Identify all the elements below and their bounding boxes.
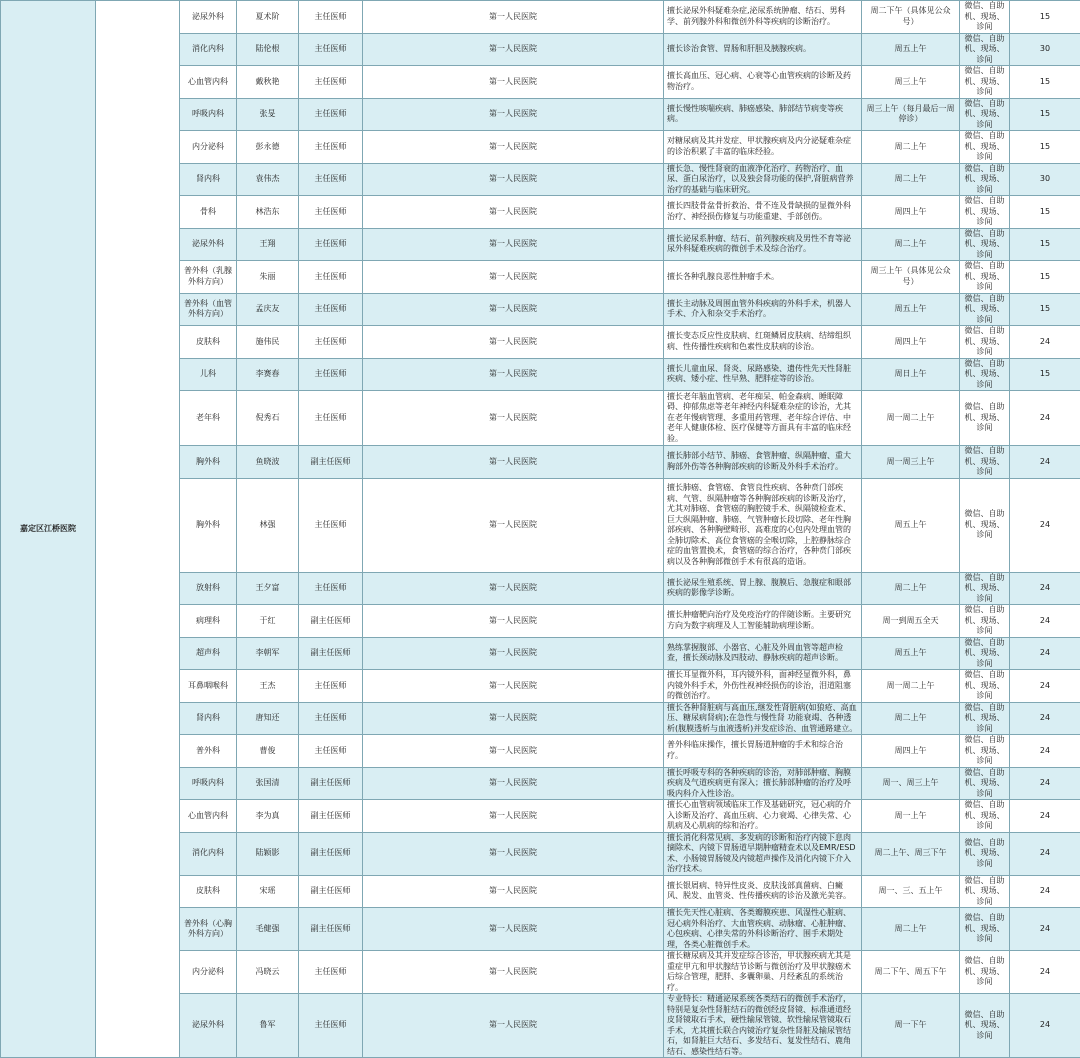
- department-cell: 肾内科: [180, 163, 237, 196]
- department-cell: 胸外科: [180, 478, 237, 572]
- booking-channels: 微信、自助机、现场、诊间: [960, 293, 1010, 326]
- specialty-description: 擅长泌尿系肿瘤、结石、前列腺疾病及男性不育等泌尿外科疑难疾病的微创手术及综合治疗。: [664, 228, 862, 261]
- booking-channels: 微信、自助机、现场、诊间: [960, 98, 1010, 131]
- source-hospital: 第一人民医院: [363, 994, 664, 1058]
- doctor-name: 李朝军: [237, 637, 299, 670]
- appointment-quota: 24: [1010, 572, 1080, 605]
- specialty-description: 擅长泌尿生殖系统、胃上腺、腹膜后、急腹症和眼部疾病的影像学诊断。: [664, 572, 862, 605]
- department-cell: 呼吸内科: [180, 767, 237, 800]
- doctor-name: 彭永德: [237, 131, 299, 164]
- doctor-title: 副主任医师: [299, 875, 363, 908]
- specialty-description: 擅长呼吸专科的各种疾病的诊治，对肺部肿瘤、胸膜疾病及气道疾病更有深入；擅长肺部肿瘤的治疗及呼吸内科介入性诊治。: [664, 767, 862, 800]
- doctor-title: 副主任医师: [299, 446, 363, 479]
- appointment-quota: 24: [1010, 951, 1080, 994]
- doctor-title: 副主任医师: [299, 637, 363, 670]
- doctor-title: 主任医师: [299, 994, 363, 1058]
- booking-channels: 微信、自助机、现场、诊间: [960, 358, 1010, 391]
- department-cell: 胸外科: [180, 446, 237, 479]
- department-cell: 心血管内科: [180, 66, 237, 99]
- clinic-time: 周二下午（具体见公众号）: [862, 1, 960, 34]
- clinic-time: 周五上午: [862, 637, 960, 670]
- specialty-description: 擅长变态反应性皮肤病、红斑鳞屑皮肤病、结缔组织病、性传播性疾病和色素性皮肤病的诊治。: [664, 326, 862, 359]
- doctor-name: 冯晓云: [237, 951, 299, 994]
- doctor-title: 主任医师: [299, 1, 363, 34]
- doctor-title: 副主任医师: [299, 800, 363, 833]
- source-hospital: 第一人民医院: [363, 670, 664, 703]
- department-cell: 泌尿外科: [180, 1, 237, 34]
- clinic-time: 周一、周三上午: [862, 767, 960, 800]
- specialty-description: 擅长消化科常见病、多发病的诊断和治疗内镜下息肉摘除术、内镜下胃肠道早期肿瘤精查术以及EMR/ESD术、小肠镜胃肠镜及内镜超声操作及消化内镜下介入治疗技术。: [664, 832, 862, 875]
- specialty-description: 擅长肿瘤靶向治疗及免疫治疗的伴随诊断。主要研究方向为数字病理及人工智能辅助病理诊断。: [664, 605, 862, 638]
- department-cell: 病理科: [180, 605, 237, 638]
- doctor-title: 主任医师: [299, 326, 363, 359]
- doctor-name: 李赛春: [237, 358, 299, 391]
- department-cell: 普外科（心胸外科方向）: [180, 908, 237, 951]
- specialty-description: 擅长耳显微外科，耳内镜外科，面神经显微外科，鼻内镜外科手术，外伤性视神经损伤的诊治，泪道阻塞的微创治疗。: [664, 670, 862, 703]
- doctor-name: 孟庆友: [237, 293, 299, 326]
- appointment-quota: 24: [1010, 832, 1080, 875]
- doctor-name: 王夕富: [237, 572, 299, 605]
- booking-channels: 微信、自助机、现场、诊间: [960, 1, 1010, 34]
- doctor-name: 朱丽: [237, 261, 299, 294]
- booking-channels: 微信、自助机、现场、诊间: [960, 875, 1010, 908]
- appointment-quota: 24: [1010, 908, 1080, 951]
- source-hospital: 第一人民医院: [363, 293, 664, 326]
- doctor-name: 林浩东: [237, 196, 299, 229]
- source-hospital: 第一人民医院: [363, 98, 664, 131]
- clinic-time: 周二上午: [862, 228, 960, 261]
- doctor-name: 戴秋艳: [237, 66, 299, 99]
- specialty-description: 擅长慢性咳喘疾病、肺癌感染、肺部结节病变等疾病。: [664, 98, 862, 131]
- appointment-quota: 24: [1010, 702, 1080, 735]
- clinic-time: 周五上午: [862, 293, 960, 326]
- doctor-title: 主任医师: [299, 951, 363, 994]
- clinic-time: 周五上午: [862, 33, 960, 66]
- appointment-quota: 24: [1010, 670, 1080, 703]
- appointment-quota: 15: [1010, 228, 1080, 261]
- booking-channels: 微信、自助机、现场、诊间: [960, 572, 1010, 605]
- clinic-time: 周一到周五全天: [862, 605, 960, 638]
- department-cell: 消化内科: [180, 832, 237, 875]
- doctor-title: 主任医师: [299, 33, 363, 66]
- department-cell: 骨科: [180, 196, 237, 229]
- appointment-quota: 15: [1010, 66, 1080, 99]
- appointment-quota: 24: [1010, 478, 1080, 572]
- source-hospital: 第一人民医院: [363, 702, 664, 735]
- specialty-description: 擅长各种肾脏病与高血压,继发性肾脏病(如狼疮、高血压、糖尿病肾病);在急性与慢性肾 功能衰竭、各种透析(腹膜透析与血液透析)并发症诊治、血管通路建立。: [664, 702, 862, 735]
- specialty-description: 擅长诊治食管、胃肠和肝胆及胰腺疾病。: [664, 33, 862, 66]
- appointment-quota: 15: [1010, 358, 1080, 391]
- doctor-title: 主任医师: [299, 98, 363, 131]
- source-hospital: 第一人民医院: [363, 800, 664, 833]
- appointment-quota: 30: [1010, 163, 1080, 196]
- department-cell: 呼吸内科: [180, 98, 237, 131]
- booking-channels: 微信、自助机、现场、诊间: [960, 605, 1010, 638]
- doctor-name: 林强: [237, 478, 299, 572]
- doctor-title: 主任医师: [299, 66, 363, 99]
- booking-channels: 微信、自助机、现场、诊间: [960, 163, 1010, 196]
- source-hospital: 第一人民医院: [363, 767, 664, 800]
- booking-channels: 微信、自助机、现场、诊间: [960, 637, 1010, 670]
- source-hospital: 第一人民医院: [363, 131, 664, 164]
- appointment-quota: 15: [1010, 293, 1080, 326]
- department-cell: 皮肤科: [180, 326, 237, 359]
- doctor-name: 唐知还: [237, 702, 299, 735]
- doctor-name: 王翔: [237, 228, 299, 261]
- doctor-title: 副主任医师: [299, 908, 363, 951]
- specialty-description: 擅长银屑病、特异性皮炎、皮肤浅部真菌病、白癜风、脱发、血管炎、性传播疾病的诊治及激光美容。: [664, 875, 862, 908]
- department-cell: 耳鼻咽喉科: [180, 670, 237, 703]
- source-hospital: 第一人民医院: [363, 358, 664, 391]
- clinic-time: 周二下午、周五下午: [862, 951, 960, 994]
- booking-channels: 微信、自助机、现场、诊间: [960, 261, 1010, 294]
- doctor-name: 施伟民: [237, 326, 299, 359]
- specialty-description: 擅长高血压、冠心病、心衰等心血管疾病的诊断及药物治疗。: [664, 66, 862, 99]
- booking-channels: 微信、自助机、现场、诊间: [960, 228, 1010, 261]
- appointment-quota: 24: [1010, 994, 1080, 1058]
- clinic-time: 周二上午: [862, 572, 960, 605]
- booking-channels: 微信、自助机、现场、诊间: [960, 33, 1010, 66]
- specialty-description: 擅长各种乳腺良恶性肿瘤手术。: [664, 261, 862, 294]
- clinic-time: 周三上午（具体见公众号）: [862, 261, 960, 294]
- clinic-time: 周四上午: [862, 326, 960, 359]
- department-cell: 普外科: [180, 735, 237, 768]
- source-hospital: 第一人民医院: [363, 832, 664, 875]
- clinic-time: 周四上午: [862, 196, 960, 229]
- clinic-time: 周二上午: [862, 702, 960, 735]
- booking-channels: 微信、自助机、现场、诊间: [960, 702, 1010, 735]
- booking-channels: 微信、自助机、现场、诊间: [960, 326, 1010, 359]
- doctor-title: 主任医师: [299, 293, 363, 326]
- doctor-title: 主任医师: [299, 196, 363, 229]
- appointment-quota: 24: [1010, 637, 1080, 670]
- source-hospital: 第一人民医院: [363, 326, 664, 359]
- doctor-name: 倪秀石: [237, 391, 299, 446]
- doctor-name: 于红: [237, 605, 299, 638]
- specialty-description: 擅长急、慢性肾衰的血液净化治疗、药物治疗、血尿、蛋白尿治疗，以及独会肾功能的保护,肾脏病营养治疗的基础与临床研究。: [664, 163, 862, 196]
- source-hospital: 第一人民医院: [363, 391, 664, 446]
- doctor-name: 袁伟杰: [237, 163, 299, 196]
- appointment-quota: 15: [1010, 131, 1080, 164]
- booking-channels: 微信、自助机、现场、诊间: [960, 908, 1010, 951]
- department-cell: 消化内科: [180, 33, 237, 66]
- source-hospital: 第一人民医院: [363, 572, 664, 605]
- clinic-time: 周二上午: [862, 163, 960, 196]
- appointment-quota: 24: [1010, 326, 1080, 359]
- department-cell: 普外科（乳腺外科方向）: [180, 261, 237, 294]
- specialty-description: 普外科临床操作，擅长胃肠道肿瘤的手术和综合治疗。: [664, 735, 862, 768]
- booking-channels: 微信、自助机、现场、诊间: [960, 446, 1010, 479]
- doctor-name: 毛健强: [237, 908, 299, 951]
- source-hospital: 第一人民医院: [363, 637, 664, 670]
- clinic-time: 周四上午: [862, 735, 960, 768]
- clinic-time: 周二上午: [862, 908, 960, 951]
- booking-channels: 微信、自助机、现场、诊间: [960, 66, 1010, 99]
- doctor-title: 副主任医师: [299, 832, 363, 875]
- booking-channels: 微信、自助机、现场、诊间: [960, 767, 1010, 800]
- doctor-name: 夏术阶: [237, 1, 299, 34]
- specialty-description: 擅长老年脑血管病、老年痴呆、帕金森病、睡眠障碍、抑郁焦虑等老年神经内科疑难杂症的诊治，尤其在老年慢病管理、多重用药管理、老年综合评估、中老年人健康体检、医疗保健等方面具有丰富的临床经验。: [664, 391, 862, 446]
- department-cell: 普外科（血管外科方向）: [180, 293, 237, 326]
- clinic-time: 周一周二上午: [862, 391, 960, 446]
- doctor-title: 主任医师: [299, 131, 363, 164]
- clinic-time: 周一周三上午: [862, 446, 960, 479]
- doctor-title: 主任医师: [299, 572, 363, 605]
- doctor-title: 主任医师: [299, 391, 363, 446]
- blank-column: [96, 1, 180, 1058]
- doctor-name: 陆伦根: [237, 33, 299, 66]
- specialty-description: 擅长心血管病领域临床工作及基础研究，冠心病的介入诊断及治疗、高血压病、心力衰竭、心律失常、心肌病及心肌病的综和治疗。: [664, 800, 862, 833]
- clinic-time: 周二上午、周三下午: [862, 832, 960, 875]
- department-cell: 内分泌科: [180, 951, 237, 994]
- source-hospital: 第一人民医院: [363, 908, 664, 951]
- specialty-description: 擅长儿童血尿、肾炎、尿路感染、遗传性先天性肾脏疾病、矮小症、性早熟、肥胖症等的诊治。: [664, 358, 862, 391]
- appointment-quota: 24: [1010, 735, 1080, 768]
- doctor-name: 曹俊: [237, 735, 299, 768]
- table-row: [1, 1, 1080, 34]
- doctor-name: 张国清: [237, 767, 299, 800]
- booking-channels: 微信、自助机、现场、诊间: [960, 994, 1010, 1058]
- doctor-name: 张旻: [237, 98, 299, 131]
- booking-channels: 微信、自助机、现场、诊间: [960, 800, 1010, 833]
- clinic-time: 周三上午: [862, 66, 960, 99]
- appointment-quota: 24: [1010, 391, 1080, 446]
- clinic-time: 周一、三、五上午: [862, 875, 960, 908]
- doctor-title: 主任医师: [299, 702, 363, 735]
- appointment-quota: 24: [1010, 446, 1080, 479]
- department-cell: 儿科: [180, 358, 237, 391]
- booking-channels: 微信、自助机、现场、诊间: [960, 196, 1010, 229]
- source-hospital: 第一人民医院: [363, 196, 664, 229]
- source-hospital: 第一人民医院: [363, 951, 664, 994]
- appointment-quota: 15: [1010, 261, 1080, 294]
- appointment-quota: 15: [1010, 1, 1080, 34]
- doctor-title: 主任医师: [299, 735, 363, 768]
- doctor-title: 主任医师: [299, 358, 363, 391]
- department-cell: 皮肤科: [180, 875, 237, 908]
- department-cell: 放射科: [180, 572, 237, 605]
- source-hospital: 第一人民医院: [363, 261, 664, 294]
- booking-channels: 微信、自助机、现场、诊间: [960, 670, 1010, 703]
- source-hospital: 第一人民医院: [363, 605, 664, 638]
- appointment-quota: 24: [1010, 875, 1080, 908]
- booking-channels: 微信、自助机、现场、诊间: [960, 391, 1010, 446]
- doctor-title: 主任医师: [299, 478, 363, 572]
- specialty-description: 擅长四肢骨盆骨折救治、骨不连及骨缺损的显微外科治疗、神经损伤修复与功能重建、手部创伤。: [664, 196, 862, 229]
- doctor-name: 鲁军: [237, 994, 299, 1058]
- booking-channels: 微信、自助机、现场、诊间: [960, 832, 1010, 875]
- appointment-quota: 15: [1010, 196, 1080, 229]
- doctor-name: 李为真: [237, 800, 299, 833]
- doctor-title: 主任医师: [299, 163, 363, 196]
- specialty-description: 对糖尿病及其并发症、甲状腺疾病及内分泌疑难杂症的诊治积累了丰富的临床经验。: [664, 131, 862, 164]
- appointment-quota: 24: [1010, 767, 1080, 800]
- booking-channels: 微信、自助机、现场、诊间: [960, 735, 1010, 768]
- doctor-title: 副主任医师: [299, 767, 363, 800]
- department-cell: 内分泌科: [180, 131, 237, 164]
- source-hospital: 第一人民医院: [363, 66, 664, 99]
- appointment-quota: 24: [1010, 800, 1080, 833]
- doctor-name: 鱼晓波: [237, 446, 299, 479]
- doctor-name: 陆颖影: [237, 832, 299, 875]
- clinic-time: 周一上午: [862, 800, 960, 833]
- specialty-description: 擅长主动脉及周围血管外科疾病的外科手术，机器人手术、介入和杂交手术治疗。: [664, 293, 862, 326]
- department-cell: 泌尿外科: [180, 994, 237, 1058]
- doctor-title: 副主任医师: [299, 605, 363, 638]
- clinic-time: 周五上午: [862, 478, 960, 572]
- source-hospital: 第一人民医院: [363, 163, 664, 196]
- department-cell: 心血管内科: [180, 800, 237, 833]
- source-hospital: 第一人民医院: [363, 735, 664, 768]
- appointment-quota: 24: [1010, 605, 1080, 638]
- specialty-description: 熟练掌握腹部、小器官、心脏及外周血管等超声检查，擅长颈动脉及四肢动、静脉疾病的超声诊断。: [664, 637, 862, 670]
- clinic-time: 周二上午: [862, 131, 960, 164]
- appointment-quota: 15: [1010, 98, 1080, 131]
- source-hospital: 第一人民医院: [363, 33, 664, 66]
- specialty-description: 擅长泌尿外科疑难杂症,泌尿系统肿瘤、结石、男科学、前列腺外科和微创外科等疾病的诊断治疗。: [664, 1, 862, 34]
- specialty-description: 专业特长：精通泌尿系统各类结石的微创手术治疗，特别是复杂性肾脏结石的微创经皮肾镜、标准通道经皮肾镜取石手术，硬性输尿管镜、软性输尿管镜取石手术，尤其擅长联合内镜治疗复杂性肾脏及输尿管结石，如肾脏巨大结石、多发结石、复发性结石、鹿角结石、感染性结石等。: [664, 994, 862, 1058]
- doctor-title: 主任医师: [299, 228, 363, 261]
- hospital-name: 嘉定区江桥医院: [1, 1, 96, 1058]
- source-hospital: 第一人民医院: [363, 446, 664, 479]
- clinic-time: 周日上午: [862, 358, 960, 391]
- booking-channels: 微信、自助机、现场、诊间: [960, 131, 1010, 164]
- department-cell: 肾内科: [180, 702, 237, 735]
- department-cell: 老年科: [180, 391, 237, 446]
- doctor-title: 主任医师: [299, 261, 363, 294]
- doctor-name: 宋瑶: [237, 875, 299, 908]
- booking-channels: 微信、自助机、现场、诊间: [960, 478, 1010, 572]
- appointment-quota: 30: [1010, 33, 1080, 66]
- source-hospital: 第一人民医院: [363, 1, 664, 34]
- department-cell: 泌尿外科: [180, 228, 237, 261]
- specialty-description: 擅长先天性心脏病、各类瓣膜疾患、风湿性心脏病、冠心病外科治疗、大血管疾病、动脉瘤、心脏肿瘤、心包疾病、心律失常的外科诊断治疗、围手术期处理，各类心脏微创手术。: [664, 908, 862, 951]
- specialty-description: 擅长肺部小结节、肺癌、食管肿瘤、纵隔肿瘤、重大胸部外伤等各种胸部疾病的诊断及外科手术治疗。: [664, 446, 862, 479]
- clinic-time: 周一周二上午: [862, 670, 960, 703]
- booking-channels: 微信、自助机、现场、诊间: [960, 951, 1010, 994]
- specialty-description: 擅长肺癌、食管癌、食管良性疾病、各种贲门部疾病、气管、纵隔肿瘤等各种胸部疾病的诊断及治疗，尤其对肺癌、食管癌的胸腔镜手术、纵隔镜检查术、巨大纵隔肿瘤、肺癌、气管肿瘤长段切除、老年性胸部疾病、各种胸壁畸形、高难度的心包内处理血管的全肺切除术、高位食管癌的全喉切除，上腔静脉综合症的血管置换术，食管癌的综合治疗，各种贲门部疾病以及各种胸部微创手术有很高的造诣。: [664, 478, 862, 572]
- doctor-title: 主任医师: [299, 670, 363, 703]
- department-cell: 超声科: [180, 637, 237, 670]
- specialty-description: 擅长糖尿病及其并发症综合诊治，甲状腺疾病尤其是重症甲亢和甲状腺结节诊断与微创治疗及甲状腺癌术后综合管理，肥胖、多囊卵巢、月经紊乱的系统治疗。: [664, 951, 862, 994]
- source-hospital: 第一人民医院: [363, 875, 664, 908]
- doctor-name: 王杰: [237, 670, 299, 703]
- source-hospital: 第一人民医院: [363, 228, 664, 261]
- clinic-time: 周一下午: [862, 994, 960, 1058]
- source-hospital: 第一人民医院: [363, 478, 664, 572]
- clinic-time: 周三上午（每月最后一周停诊）: [862, 98, 960, 131]
